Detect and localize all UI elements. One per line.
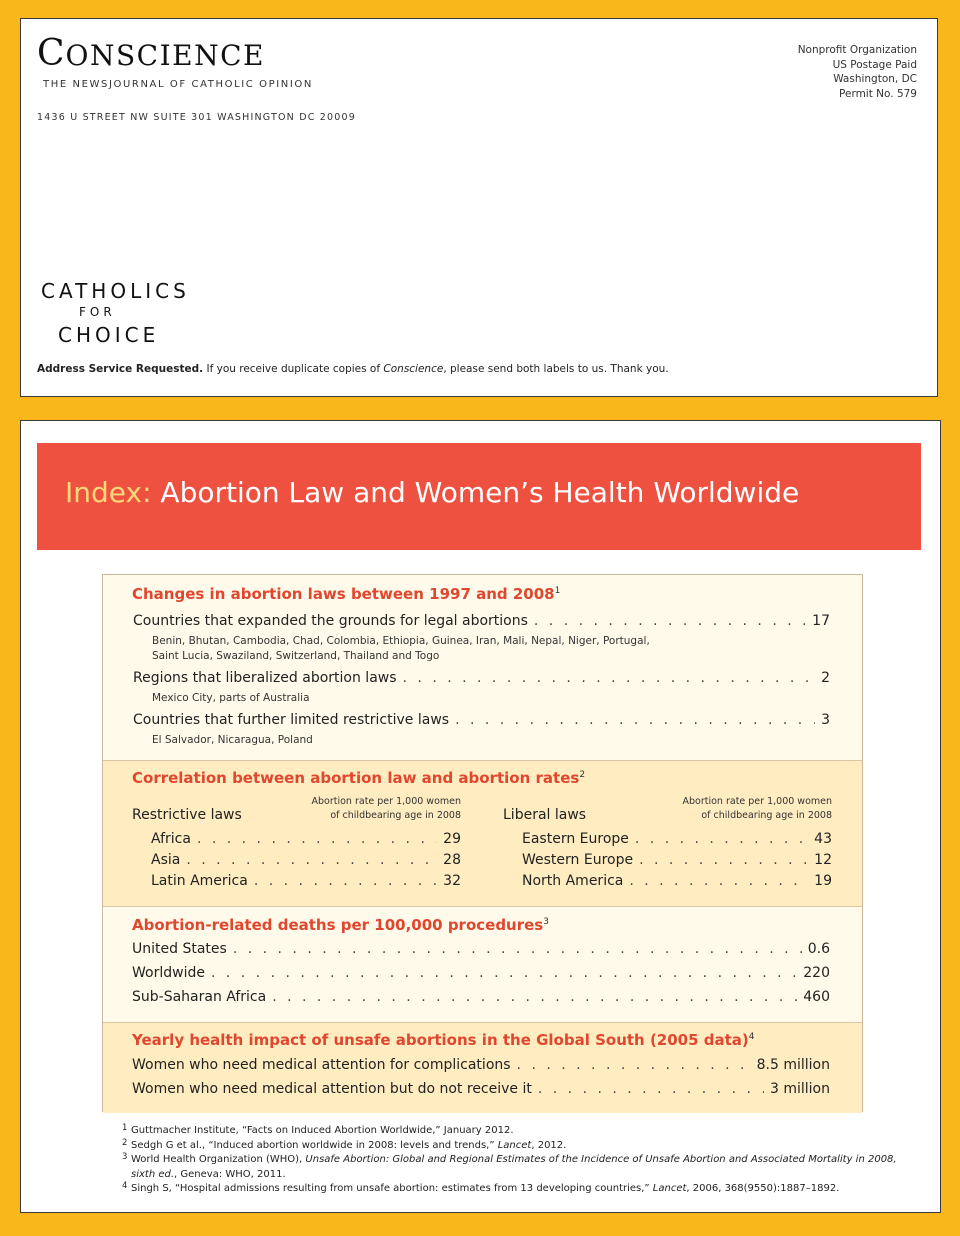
note-line: Saint Lucia, Swaziland, Switzerland, Thailand and Togo bbox=[152, 649, 440, 662]
row-note bbox=[152, 733, 313, 748]
postage-line: Nonprofit Organization bbox=[797, 44, 917, 56]
row-value: 17 bbox=[812, 613, 830, 629]
footnote-number: 3 bbox=[122, 1152, 128, 1162]
note-line: Mexico City, parts of Australia bbox=[152, 692, 310, 704]
subheading-line: Abortion rate per 1,000 women bbox=[682, 796, 832, 807]
leader-dots bbox=[197, 831, 437, 847]
leader-dots bbox=[455, 712, 815, 728]
footnote-number: 4 bbox=[122, 1181, 128, 1191]
footnote-text: , Geneva: WHO, 2011. bbox=[174, 1168, 286, 1180]
leader-dots bbox=[538, 1081, 764, 1097]
section-title-text: Changes in abortion laws between 1997 and 2008 bbox=[132, 585, 555, 603]
row-label: Sub-Saharan Africa bbox=[132, 989, 267, 1005]
postage-indicia bbox=[798, 43, 917, 101]
row-note bbox=[152, 691, 310, 706]
footnotes bbox=[122, 1124, 902, 1197]
row-value: 220 bbox=[803, 965, 830, 981]
section-title bbox=[132, 1031, 755, 1049]
row-label: Women who need medical attention for complications bbox=[132, 1057, 511, 1073]
footnote bbox=[122, 1139, 902, 1154]
banner-title bbox=[65, 476, 799, 509]
index-box bbox=[102, 574, 863, 1112]
footnote-ref: 4 bbox=[748, 1032, 755, 1042]
footnote-italic: Lancet bbox=[497, 1139, 532, 1151]
leader-dots bbox=[254, 873, 437, 889]
logo-choice: CHOICE bbox=[58, 323, 160, 347]
column-subheading bbox=[643, 795, 832, 822]
row-label: Countries that further limited restrictive laws bbox=[133, 712, 450, 728]
list-item bbox=[522, 831, 832, 847]
service-italic: Conscience bbox=[383, 363, 444, 375]
banner-title-text: Abortion Law and Women’s Health Worldwide bbox=[151, 476, 800, 509]
footnote-text: Sedgh G et al., “Induced abortion worldwide in 2008: levels and trends,” bbox=[131, 1139, 498, 1151]
leader-dots bbox=[272, 989, 797, 1005]
row-value: 2 bbox=[821, 670, 830, 686]
index-panel bbox=[20, 420, 941, 1213]
section-title bbox=[132, 916, 549, 934]
leader-dots bbox=[517, 1057, 751, 1073]
row-label: United States bbox=[132, 941, 227, 957]
row-value: 3 million bbox=[770, 1081, 830, 1097]
section-title bbox=[132, 769, 585, 787]
subheading-line: Abortion rate per 1,000 women bbox=[311, 796, 461, 807]
row-label: Western Europe bbox=[522, 852, 634, 868]
row-value: 8.5 million bbox=[756, 1057, 830, 1073]
row-value: 43 bbox=[814, 831, 832, 847]
list-item bbox=[132, 1057, 830, 1073]
footnote bbox=[122, 1153, 902, 1182]
row-label: Worldwide bbox=[132, 965, 205, 981]
row-value: 3 bbox=[821, 712, 830, 728]
note-line: El Salvador, Nicaragua, Poland bbox=[152, 734, 313, 746]
list-item bbox=[151, 873, 461, 889]
section-title-text: Correlation between abortion law and abortion rates bbox=[132, 769, 580, 787]
row-label: Regions that liberalized abortion laws bbox=[133, 670, 397, 686]
column-subheading bbox=[273, 795, 461, 822]
note-line: Benin, Bhutan, Cambodia, Chad, Colombia, Ethiopia, Guinea, Iran, Mali, Nepal, Niger, Portugal, bbox=[152, 635, 650, 647]
footnote-text: Singh S, “Hospital admissions resulting from unsafe abortion: estimates from 13 developing countries,” bbox=[131, 1183, 653, 1194]
footnote-ref: 1 bbox=[554, 586, 561, 596]
section-deaths bbox=[103, 907, 862, 1023]
footnote bbox=[122, 1182, 902, 1197]
row-value: 19 bbox=[814, 873, 832, 889]
list-item bbox=[133, 613, 830, 629]
section-law-changes bbox=[103, 575, 862, 761]
footnote-text: , 2006, 368(9550):1887–1892. bbox=[686, 1183, 840, 1194]
postage-line: US Postage Paid bbox=[832, 58, 917, 71]
logo-catholics: CATHOLICS bbox=[41, 279, 190, 303]
footnote-ref: 2 bbox=[579, 770, 586, 780]
footnote-text: Guttmacher Institute, “Facts on Induced Abortion Worldwide,” January 2012. bbox=[131, 1125, 514, 1136]
row-note bbox=[152, 634, 650, 663]
row-value: 0.6 bbox=[807, 941, 830, 957]
footnote-italic: Unsafe Abortion: Global and Regional Estimates of the Incidence of Unsafe Abortion and Associated Mortality in 2008, sixth ed. bbox=[131, 1154, 897, 1180]
banner-accent: Index: bbox=[65, 476, 152, 509]
list-item bbox=[132, 989, 830, 1005]
column-heading-restrictive: Restrictive laws bbox=[132, 807, 242, 823]
section-health-impact bbox=[103, 1023, 862, 1113]
row-label: Africa bbox=[151, 831, 191, 847]
row-label: Countries that expanded the grounds for legal abortions bbox=[133, 613, 528, 629]
list-item bbox=[522, 873, 832, 889]
row-label: Asia bbox=[151, 852, 181, 868]
index-banner bbox=[37, 443, 921, 550]
address-service-notice bbox=[37, 363, 669, 375]
masthead-title bbox=[37, 33, 265, 74]
subheading-line: of childbearing age in 2008 bbox=[330, 809, 461, 821]
section-correlation bbox=[103, 761, 862, 907]
row-label: Latin America bbox=[151, 873, 248, 889]
mailer-panel bbox=[20, 18, 938, 397]
section-title-text: Abortion-related deaths per 100,000 procedures bbox=[132, 916, 544, 934]
masthead-rest: ONSCIENCE bbox=[65, 39, 265, 72]
leader-dots bbox=[534, 613, 806, 629]
row-value: 28 bbox=[443, 852, 461, 868]
leader-dots bbox=[635, 831, 808, 847]
service-bold: Address Service Requested. bbox=[37, 363, 204, 375]
postage-line: Permit No. 579 bbox=[839, 87, 917, 100]
leader-dots bbox=[403, 670, 816, 686]
list-item bbox=[132, 965, 830, 981]
leader-dots bbox=[211, 965, 797, 981]
row-label: Women who need medical attention but do not receive it bbox=[132, 1081, 532, 1097]
service-text: If you receive duplicate copies of bbox=[203, 363, 384, 375]
row-value: 12 bbox=[814, 852, 832, 868]
masthead-initial: C bbox=[37, 33, 66, 74]
footnote-italic: Lancet bbox=[652, 1183, 687, 1194]
row-value: 460 bbox=[803, 989, 830, 1005]
row-label: North America bbox=[522, 873, 624, 889]
leader-dots bbox=[233, 941, 802, 957]
row-label: Eastern Europe bbox=[522, 831, 629, 847]
section-title-text: Yearly health impact of unsafe abortions in the Global South (2005 data) bbox=[132, 1031, 749, 1049]
leader-dots bbox=[186, 852, 437, 868]
leader-dots bbox=[629, 873, 808, 889]
list-item bbox=[132, 941, 830, 957]
footnote-number: 1 bbox=[122, 1123, 128, 1133]
logo-for: FOR bbox=[79, 305, 116, 319]
row-value: 29 bbox=[443, 831, 461, 847]
return-address: 1436 U STREET NW SUITE 301 WASHINGTON DC 20009 bbox=[37, 112, 356, 123]
footnote-text: , 2012. bbox=[531, 1139, 567, 1151]
footnote bbox=[122, 1124, 902, 1139]
leader-dots bbox=[639, 852, 808, 868]
postage-line: Washington, DC bbox=[833, 73, 917, 85]
list-item bbox=[151, 852, 461, 868]
list-item bbox=[151, 831, 461, 847]
list-item bbox=[133, 670, 830, 686]
footnote-number: 2 bbox=[122, 1137, 128, 1148]
section-title bbox=[132, 585, 560, 603]
service-text: , please send both labels to us. Thank you. bbox=[443, 363, 669, 375]
row-value: 32 bbox=[443, 873, 461, 889]
list-item bbox=[522, 852, 832, 868]
list-item bbox=[133, 712, 830, 728]
subheading-line: of childbearing age in 2008 bbox=[701, 809, 832, 821]
masthead-subtitle: THE NEWSJOURNAL OF CATHOLIC OPINION bbox=[43, 79, 313, 90]
list-item bbox=[132, 1081, 830, 1097]
footnote-ref: 3 bbox=[543, 917, 549, 927]
footnote-text: World Health Organization (WHO), bbox=[131, 1154, 306, 1165]
column-heading-liberal: Liberal laws bbox=[503, 807, 587, 823]
